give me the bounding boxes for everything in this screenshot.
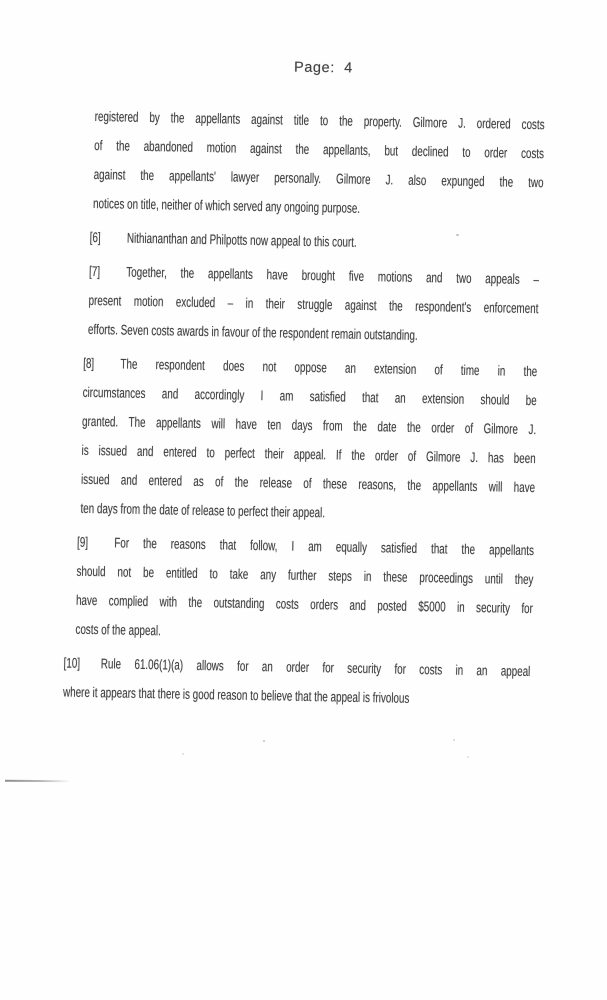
paragraph [89,223,539,260]
text-line: issued and entered as of the release of these reasons, the appellants will have [80,470,536,496]
text-line: is issued and entered to perfect their appeal. If the order of Gilmore J. has been [81,441,536,467]
text-line: have complied with the outstanding costs orders and posted $5000 in security for [75,591,534,617]
paragraph [63,649,531,716]
paragraph-number: [6] [89,228,101,246]
text-line: [10] Rule 61.06(1)(a) allows for an order for security for costs in an appeal [63,649,530,687]
paragraph [93,102,545,226]
text-line: where it appears that there is good reason to believe that the appeal is frivolous [62,683,410,706]
text-line: efforts. Seven costs awards in favour of the respondent remain outstanding. [87,320,418,343]
paragraph-number: [8] [83,354,95,372]
scan-artifact-speck [467,756,469,758]
page-number-header: Page: 4 [293,59,353,77]
text-line: [7] Together, the appellants have brought five motions and two appeals – [89,257,539,294]
paragraph [88,257,539,352]
text-line: should not be entitled to take any further steps in these proceedings until they [76,562,534,588]
text-line: against the appellants' lawyer personally. Gilmore J. also expunged the two [93,165,544,191]
scan-artifact-speck [182,753,184,755]
text-line: of the abandoned motion against the appellants, but declined to order costs [94,136,545,162]
text-block [62,102,545,715]
paragraph-number: [7] [88,262,101,280]
text-line: costs of the appeal. [75,620,161,639]
scan-artifact-line [5,780,71,782]
paragraph-number: [9] [76,533,89,550]
text-line: [9] For the reasons that follow, I am equally satisfied that the appellants [77,528,534,565]
scan-artifact-speck [456,234,459,236]
scan-artifact-speck [453,739,455,741]
paragraph-number: [10] [63,654,81,671]
text-line: notices on title, neither of which served any ongoing purpose. [93,194,361,216]
paragraph [80,349,537,531]
text-line: ten days from the date of release to perfect their appeal. [80,499,326,521]
text-line: registered by the appellants against title to the property. Gilmore J. ordered costs [94,107,545,133]
text-line: circumstances and accordingly I am satisfied that an extension should be [82,383,537,409]
paragraph [75,528,534,652]
text-line: granted. The appellants will have ten days from the date the order of Gilmore J. [81,412,537,438]
text-line: [8] The respondent does not oppose an extension of time in the [83,349,538,386]
text-line: [6] Nithiananthan and Philpotts now appeal to this court. [89,223,539,260]
text-line: present motion excluded – in their struggle against the respondent's enforcement [88,291,539,317]
scan-artifact-speck [263,740,265,742]
